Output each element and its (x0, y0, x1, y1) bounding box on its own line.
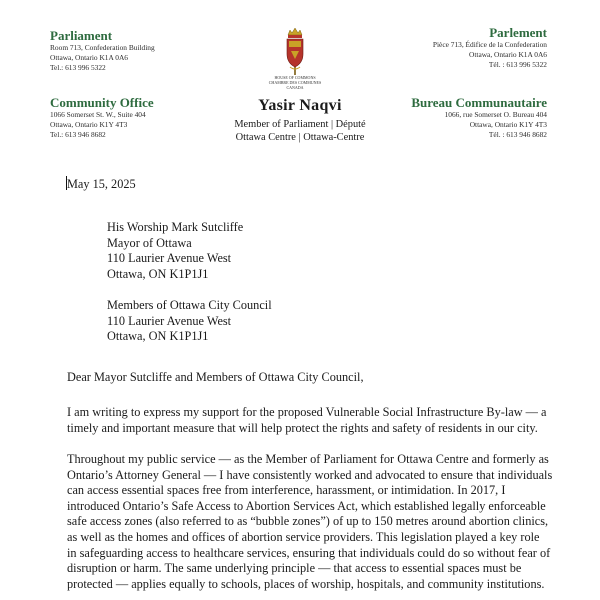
bureau-communautaire-address-line: Ottawa, Ontario K1Y 4T3 (469, 120, 547, 129)
recipient-address-council (107, 298, 272, 345)
mp-role (200, 118, 400, 144)
recipient-line: Ottawa, ON K1P1J1 (107, 266, 209, 281)
crest-label-line: CANADA (286, 85, 304, 90)
paragraph-support (67, 405, 545, 436)
recipient-line: His Worship Mark Sutcliffe (107, 220, 244, 234)
letter-date: May 15, 2025 (67, 177, 136, 191)
mp-role-line: Member of Parliament | Député (234, 119, 366, 130)
recipient-line: 110 Laurier Avenue West (107, 313, 232, 328)
salutation: Dear Mayor Sutcliffe and Members of Ottawa City Council, (67, 370, 364, 384)
paragraph-line: disruption or harm. The same underlying principle — that access to essential spaces must be (67, 561, 522, 576)
community-office-address-line: Ottawa, Ontario K1Y 4T3 (50, 120, 128, 129)
paragraph-line: protected — applies equally to schools, places of worship, hospitals, and community institutions. (67, 576, 545, 591)
paragraph-line: in safeguarding access to healthcare services, ensuring that individuals could do so without fear of (67, 545, 551, 560)
mp-riding-line: Ottawa Centre | Ottawa-Centre (235, 132, 365, 143)
recipient-line: Mayor of Ottawa (107, 235, 192, 250)
community-office-heading: Community Office (50, 95, 154, 110)
paragraph-line: safe access zones (also referred to as “bubble zones”) of up to 150 metres around abortion clinics, (67, 514, 549, 529)
paragraph-line: Throughout my public service — as the Member of Parliament for Ottawa Centre and formerly as (67, 452, 549, 466)
parliament-address-line: Room 713, Confederation Building (50, 43, 155, 52)
paragraph-line: timely and important measure that will help protect the rights and safety of residents in our city. (67, 420, 538, 435)
parlement-phone: Tél. : 613 996 5322 (488, 60, 547, 69)
recipient-line: 110 Laurier Avenue West (107, 251, 232, 266)
paragraph-line: Ontario’s Attorney General — I have consistently worked and advocated to ensure that individuals (67, 467, 553, 482)
recipient-address-mayor (107, 220, 243, 282)
parlement-address-line: Pièce 713, Édifice de la Confederation (432, 40, 547, 49)
recipient-line: Ottawa, ON K1P1J1 (107, 329, 209, 344)
paragraph-line: as well as the homes and offices of abortion service providers. This legislation played a key role (67, 529, 540, 544)
bureau-communautaire-heading: Bureau Communautaire (411, 95, 547, 110)
parliament-heading: Parliament (50, 28, 113, 43)
parliament-address-block (50, 28, 155, 73)
parliament-address-line: Ottawa, Ontario K1A 0A6 (50, 53, 128, 62)
community-office-phone: Tel.: 613 946 8682 (50, 130, 106, 139)
parlement-address-line: Ottawa, Ontario K1A 0A6 (469, 50, 547, 59)
parlement-address-block (433, 25, 547, 70)
bureau-communautaire-phone: Tél. : 613 946 8682 (488, 130, 547, 139)
bureau-communautaire-address-line: 1066, rue Somerset O. Bureau 404 (444, 110, 547, 119)
paragraph-line: can access essential spaces free from interference, harassment, or intimidation. In 2017, I (67, 483, 506, 498)
community-office-block (50, 95, 154, 140)
mp-name: Yasir Naqvi (258, 97, 342, 114)
parliament-phone: Tel.: 613 996 5322 (50, 63, 106, 72)
paragraph-public-service (67, 452, 553, 592)
paragraph-line: introduced Ontario’s Safe Access to Abortion Services Act, which established legally enforceable (67, 498, 546, 513)
recipient-line: Members of Ottawa City Council (107, 298, 272, 312)
crest-label (266, 75, 324, 90)
community-office-address-line: 1066 Somerset St. W., Suite 404 (50, 110, 146, 119)
crest-label-line: CHAMBRE DES COMMUNES (268, 80, 322, 85)
crest-label-line: HOUSE OF COMMONS (274, 75, 316, 80)
paragraph-line: I am writing to express my support for the proposed Vulnerable Social Infrastructure By-law — a (67, 405, 547, 419)
parlement-heading: Parlement (489, 25, 547, 40)
bureau-communautaire-block (411, 95, 547, 140)
